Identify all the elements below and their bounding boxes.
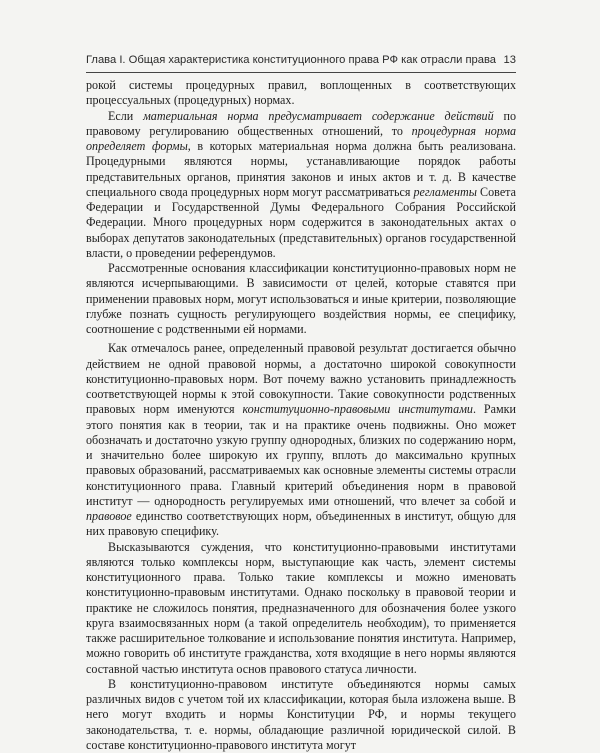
text-run: Рассмотренные основания классификации конституционно-правовых норм не являются исчерпывающими. В зависимости от целей, которые ставятся при применении правовых норм, могут использоваться и иные критерии, позволяющие глубже познать сущность регулирующего воздействия нормы, ее специфику, соотношение с родственными ей нормами. bbox=[86, 261, 516, 336]
body-text bbox=[86, 78, 516, 753]
text-run: . Рамки этого понятия как в теории, так и на практике очень подвижны. Оно может обозначать и достаточно узкую группу однородных, близких по содержанию норм, и значительно более широкую их группу, вплоть до максимально крупных правовых образований, рассматриваемых как основные элементы системы отрасли конституционного права. Главный критерий объединения норм в правовой институт — однородность регулируемых ими отношений, что влечет за собой и bbox=[86, 402, 516, 508]
text-run: Совета Федерации и Государственной Думы Федерального Собрания Российской Федерации. Много процедурных норм содержится в законодательных актах о выборах депутатов законодательных (представительных) органов государственной власти, о проведении референдумов. bbox=[86, 184, 516, 260]
text-run: по правовому регулированию общественных отношений, то bbox=[86, 108, 516, 138]
chapter-title: Глава I. Общая характеристика конституционного права РФ как отрасли права bbox=[86, 54, 497, 66]
text-run: единство соответствующих норм, объединенных в институт, общую для них правовую специфику. bbox=[86, 509, 516, 539]
text-run: В конституционно-правовом институте объединяются нормы самых различных видов с учетом той их классификации, которая была изложена выше. В него могут входить и нормы Конституции РФ, и нормы текущего законодательства, т. е. нормы, обладающие различной юридической силой. В составе конституционно-правового института могут bbox=[86, 676, 516, 752]
text-run: рокой системы процедурных правил, воплощенных в соответствующих процессуальных (процедурных) нормах. bbox=[86, 78, 516, 108]
text-run: Если bbox=[108, 108, 144, 123]
paragraph bbox=[86, 540, 516, 677]
paragraph bbox=[86, 78, 516, 109]
running-header bbox=[86, 54, 516, 66]
paragraph bbox=[86, 261, 516, 337]
italic-term: конституционно-правовыми институтами bbox=[242, 402, 473, 417]
paragraph bbox=[86, 341, 516, 539]
paragraph bbox=[86, 109, 516, 262]
page-number: 13 bbox=[503, 54, 516, 66]
italic-term: регламенты bbox=[413, 184, 477, 199]
text-run: Высказываются суждения, что конституционно-правовыми институтами являются только комплексы норм, выступающие как часть, элемент системы конституционного права. Только такие комплексы и можно именовать конституционно-правовым институтами. Однако поскольку в правовой теории и практике не сложилось понятия, предназначенного для обозначения более узкого круга взаимосвязанных норм (а такой определитель необходим), то применяется также расширительное толкование и использование понятия института. Например, можно говорить об институте гражданства, хотя входящие в него нормы являются составной частью института основ правового статуса личности. bbox=[86, 539, 516, 676]
header-rule bbox=[86, 72, 516, 73]
italic-term: процедурная норма определяет формы bbox=[86, 123, 516, 153]
text-run: Как отмечалось ранее, определенный правовой результат достигается обычно действием не одной правовой нормы, а достаточно широкой совокупности конституционно-правовых норм. Вот почему важно установить принадлежность соответствующей нормы к этой совокупности. Такие совокупности родственных правовых норм именуются bbox=[86, 341, 516, 417]
text-run: , в которых материальная норма должна быть реализована. Процедурными являются нормы, устанавливающие порядок работы представительных органов, принятия законов и иных актов и т. д. В качестве специального свода процедурных норм могут рассматриваться bbox=[86, 139, 516, 199]
italic-term: правовое bbox=[86, 509, 132, 523]
italic-term: материальная норма предусматривает содержание действий bbox=[143, 108, 494, 123]
paragraph bbox=[86, 677, 516, 753]
